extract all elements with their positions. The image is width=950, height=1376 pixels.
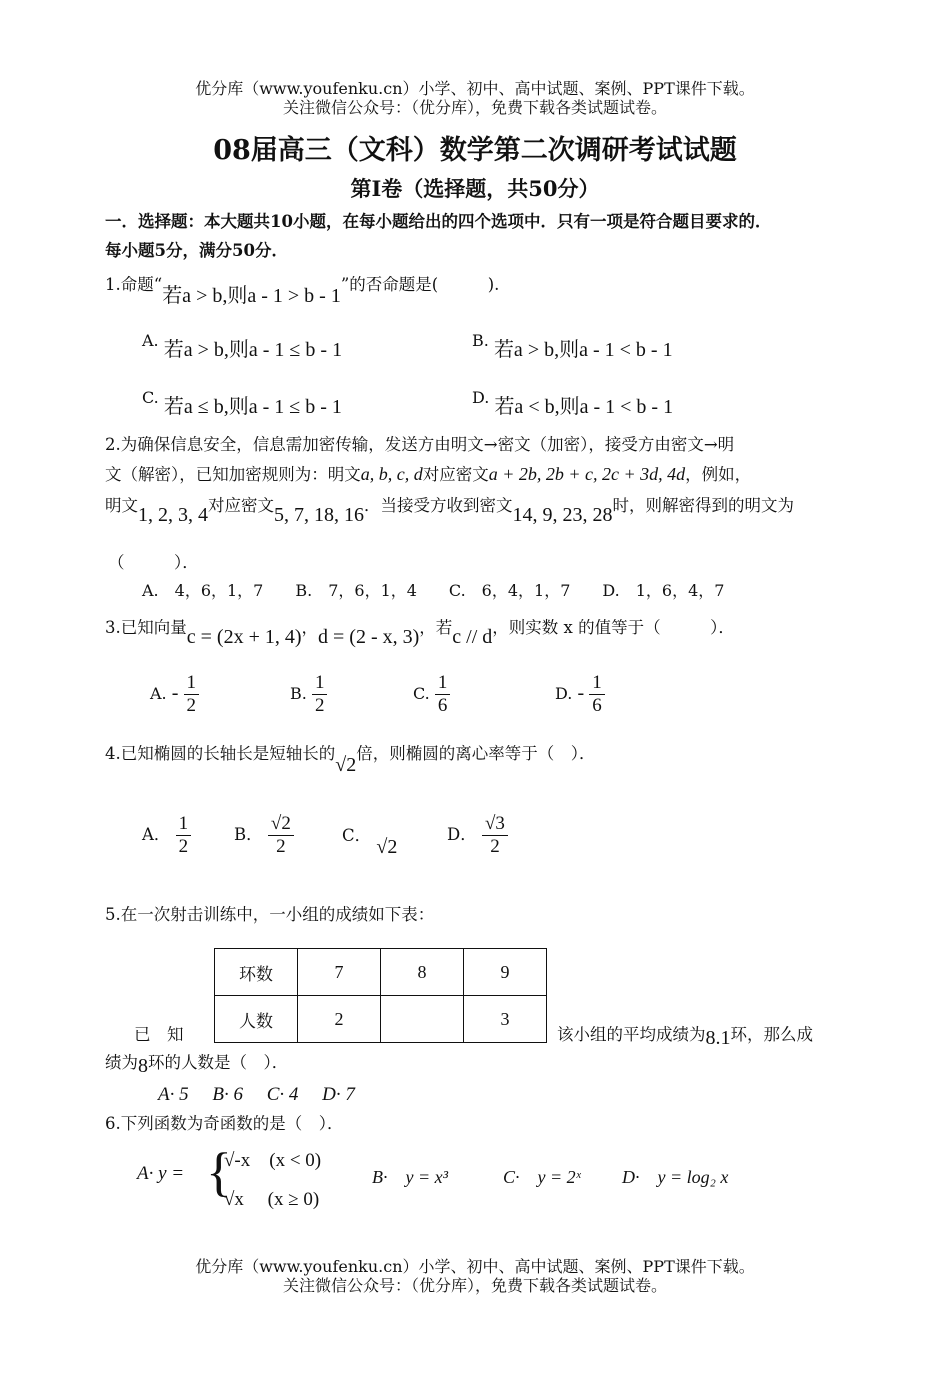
q3-option-c-fraction: $\frac{1}{6}$ [435, 672, 451, 717]
question-2-line-1: 2.为确保信息安全，信息需加密传输，发送方由明文→密文（加密），接受方由密文→明 [105, 435, 735, 454]
table-cell: 人数 [215, 996, 298, 1043]
question-5-stem: 5.在一次射击训练中，一小组的成绩如下表： [105, 905, 435, 924]
table-row [215, 996, 547, 1043]
table-cell: 环数 [215, 949, 298, 996]
footer-line-1: 优分库（www.youfenku.cn）小学、初中、高中试题、案例、PPT课件下载。 [195, 1257, 755, 1276]
section-instructions-1: 一．选择题：本大题共10小题，在每小题给出的四个选项中．只有一项是符合题目要求的． [105, 212, 772, 231]
q5-options: A· 5 B· 6 C· 4 D· 7 [158, 1084, 355, 1105]
question-2-line-4: （ ）． [108, 553, 199, 572]
q5-line-1: 该小组的平均成绩为8.1环，那么成 [557, 1025, 813, 1049]
table-cell: 8 [381, 949, 464, 996]
q3-option-d-fraction: $\frac{1}{6}$ [589, 672, 605, 717]
q4-option-d: D． $\frac{√3}{2}$ [447, 813, 508, 858]
score-table [214, 948, 547, 1043]
q1-option-c: C. 若a ≤ b,则a - 1 ≤ b - 1 [142, 388, 342, 418]
piecewise-brace: { [206, 1142, 232, 1202]
footer-line-2: 关注微信公众号：（优分库），免费下载各类试题试卷。 [282, 1276, 667, 1295]
question-2-line-2: 文（解密），已知加密规则为：明文a, b, c, d对应密文a + 2b, 2b + c, 2c + 3d, 4d，例如， [105, 464, 752, 484]
question-4-stem: 4.已知椭圆的长轴长是短轴长的√2倍，则椭圆的离心率等于（ ）． [105, 744, 596, 776]
q1-option-d: D. 若a < b,则a - 1 < b - 1 [472, 388, 674, 418]
q3-option-a-fraction: $\frac{1}{2}$ [184, 672, 200, 717]
section-instructions-2: 每小题5分，满分50分． [105, 241, 288, 260]
q5-known-label: 已 知 [134, 1025, 184, 1044]
exam-title: 08届高三（文科）数学第二次调研考试试题 [213, 135, 737, 166]
q6-option-b: B· y = x³ [372, 1167, 449, 1187]
q3-option-b: B. $\frac{1}{2}$ [290, 672, 327, 717]
q6-option-d: D· y = log₂ x [622, 1167, 729, 1187]
header-line-1: 优分库（www.youfenku.cn）小学、初中、高中试题、案例、PPT课件下载。 [195, 79, 755, 98]
q1-option-a: A. 若a > b,则a - 1 ≤ b - 1 [142, 331, 343, 361]
q6-option-c: C· y = 2ˣ [503, 1167, 581, 1187]
q4-option-b: B． $\frac{√2}{2}$ [234, 813, 294, 858]
q4-option-c: C． √2 [342, 826, 398, 858]
q6-option-a-label: A· y = [137, 1163, 185, 1184]
q3-option-d: D. - $\frac{1}{6}$ [555, 672, 605, 717]
q1-option-b: B. 若a > b,则a - 1 < b - 1 [472, 331, 673, 361]
question-1-stem: 1.命题“若a > b,则a - 1 > b - 1”的否命题是( ). [105, 275, 500, 307]
question-3-stem: 3.已知向量c = (2x + 1, 4)，d = (2 - x, 3)，若c // d，则实数 x 的值等于（ ）． [105, 618, 735, 648]
table-cell: 9 [464, 949, 547, 996]
q5-line-2: 绩为8环的人数是（ ）． [105, 1053, 289, 1077]
q3-option-b-fraction: $\frac{1}{2}$ [312, 672, 328, 717]
table-row [215, 949, 547, 996]
q3-option-c: C. $\frac{1}{6}$ [413, 672, 450, 717]
question-6-stem: 6.下列函数为奇函数的是（ ）． [105, 1114, 344, 1133]
q6-option-a-case-2: √x (x ≥ 0) [224, 1189, 320, 1210]
question-2-line-3: 明文1, 2, 3, 4对应密文5, 7, 18, 16．当接受方收到密文14, 9, 23, 28时，则解密得到的明文为 [105, 496, 794, 526]
table-cell [381, 996, 464, 1043]
table-cell: 7 [298, 949, 381, 996]
header-line-2: 关注微信公众号：（优分库），免费下载各类试题试卷。 [282, 98, 667, 117]
part-title: 第Ⅰ卷（选择题，共50分） [350, 176, 600, 201]
q2-options: A. 4，6，1，7 B. 7，6，1，4 C. 6，4，1，7 D. 1，6，4，7 [142, 581, 725, 600]
q4-option-a: A． $\frac{1}{2}$ [142, 813, 191, 858]
table-cell: 2 [298, 996, 381, 1043]
table-cell: 3 [464, 996, 547, 1043]
q3-option-a: A. - $\frac{1}{2}$ [150, 672, 199, 717]
q6-option-a-case-1: √-x (x < 0) [224, 1150, 322, 1171]
